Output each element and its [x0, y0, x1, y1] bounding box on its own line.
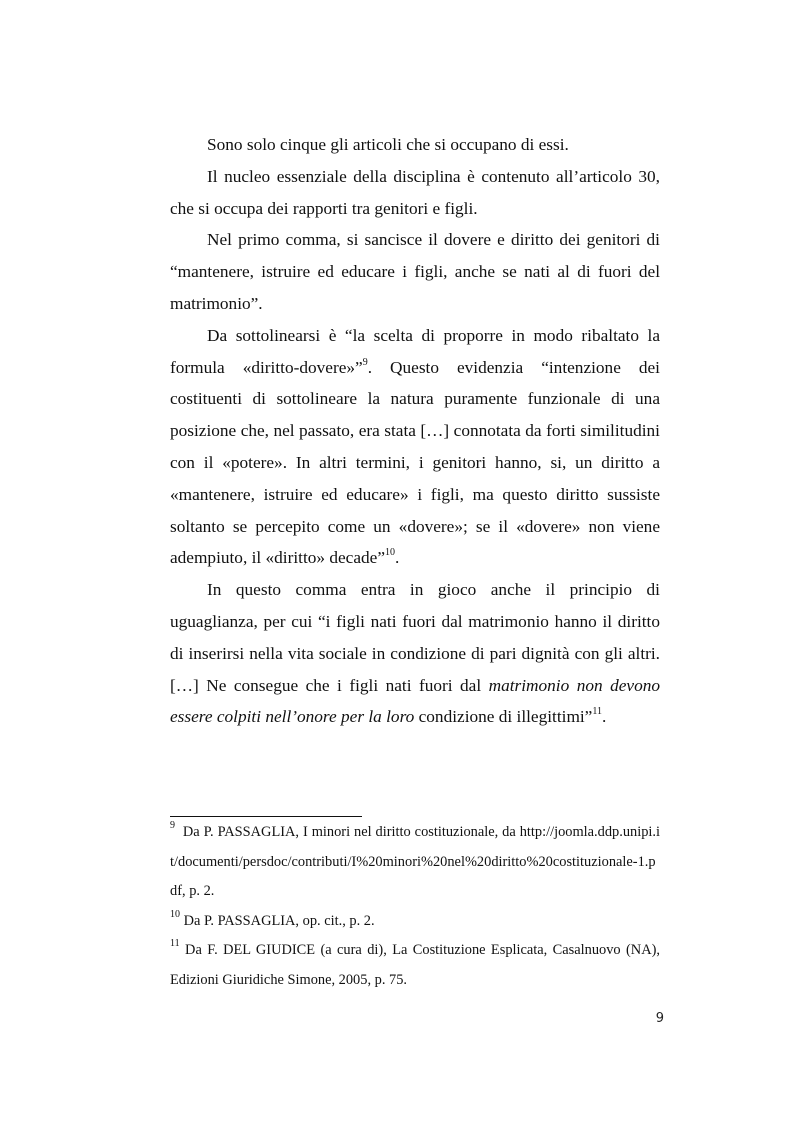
paragraph-4-text-a: Da sottolinearsi è “la scelta di proporre in modo ribaltato la formula «diritto-dovere»” — [170, 325, 660, 377]
footnote-ref-10[interactable]: 10 — [385, 547, 395, 559]
footnote-text: Da F. DEL GIUDICE (a cura di), La Costituzione Esplicata, Casalnuovo (NA), Edizioni Giuridiche Simone, 2005, p. 75. — [170, 942, 660, 988]
footnote-ref-11[interactable]: 11 — [592, 706, 602, 718]
page-number: 9 — [655, 1011, 664, 1026]
paragraph-3 — [170, 224, 660, 319]
paragraph-1 — [170, 129, 660, 161]
footnote-text: Da P. PASSAGLIA, op. cit., p. 2. — [183, 912, 375, 929]
footnote-ref-9[interactable]: 9 — [362, 356, 368, 368]
paragraph-2-text: Il nucleo essenziale della disciplina è contenuto all’articolo 30, che si occupa dei rapporti tra genitori e figli. — [170, 166, 660, 218]
paragraph-1-text: Sono solo cinque gli articoli che si occupano di essi. — [207, 135, 569, 154]
paragraph-3-text: Nel primo comma, si sancisce il dovere e diritto dei genitori di “mantenere, istruire ed educare i figli, anche se nati al di fuori del matrimonio”. — [170, 230, 660, 313]
paragraph-4-text-b: . Questo evidenzia “intenzione dei costituenti di sottolineare la natura puramente funzionale di una posizione che, nel passato, era stata […] connotata da forti similitudini con il «potere». In altri termini, i genitori hanno, si, un diritto a «mantenere, istruire ed educare» i figli, ma questo diritto sussiste soltanto se percepito come un «dovere»; se il «dovere» non viene adempiuto, il «diritto» decade” — [170, 357, 660, 568]
paragraph-4-text-c: . — [395, 548, 400, 568]
footnote-text: Da P. PASSAGLIA, I minori nel diritto costituzionale, da — [182, 824, 516, 840]
paragraph-5-italic: matrimonio non devono essere colpiti nell’onore per la loro — [170, 675, 660, 727]
footnote-10 — [170, 907, 660, 937]
footnote-11 — [170, 936, 660, 995]
paragraph-5-text-b: condizione di illegittimi” — [418, 707, 593, 727]
paragraph-5-text-c: . — [602, 707, 607, 727]
footnotes — [170, 818, 660, 995]
footnote-link[interactable]: http://joomla.ddp.unipi.it/documenti/persdoc/contributi/I%20minori%20nel%20diritto%20costituzionale-1.pdf — [170, 824, 660, 899]
footnote-number: 11 — [170, 938, 180, 949]
paragraph-2 — [170, 161, 660, 225]
paragraph-5-text-a: In questo comma entra in gioco anche il principio di uguaglianza, per cui “i figli nati fuori dal matrimonio hanno il diritto di inserirsi nella vita sociale in condizione di pari dignità con gli altri. […] Ne consegue che i figli nati fuori dal — [170, 580, 660, 695]
footnote-separator — [170, 816, 362, 817]
paragraph-5 — [170, 574, 660, 733]
footnote-number: 10 — [170, 908, 180, 920]
main-text — [170, 129, 660, 733]
paragraph-4 — [170, 320, 660, 574]
footnote-number: 9 — [170, 820, 175, 831]
footnote-suffix: , p. 2. — [182, 883, 215, 899]
footnote-9 — [170, 818, 660, 907]
